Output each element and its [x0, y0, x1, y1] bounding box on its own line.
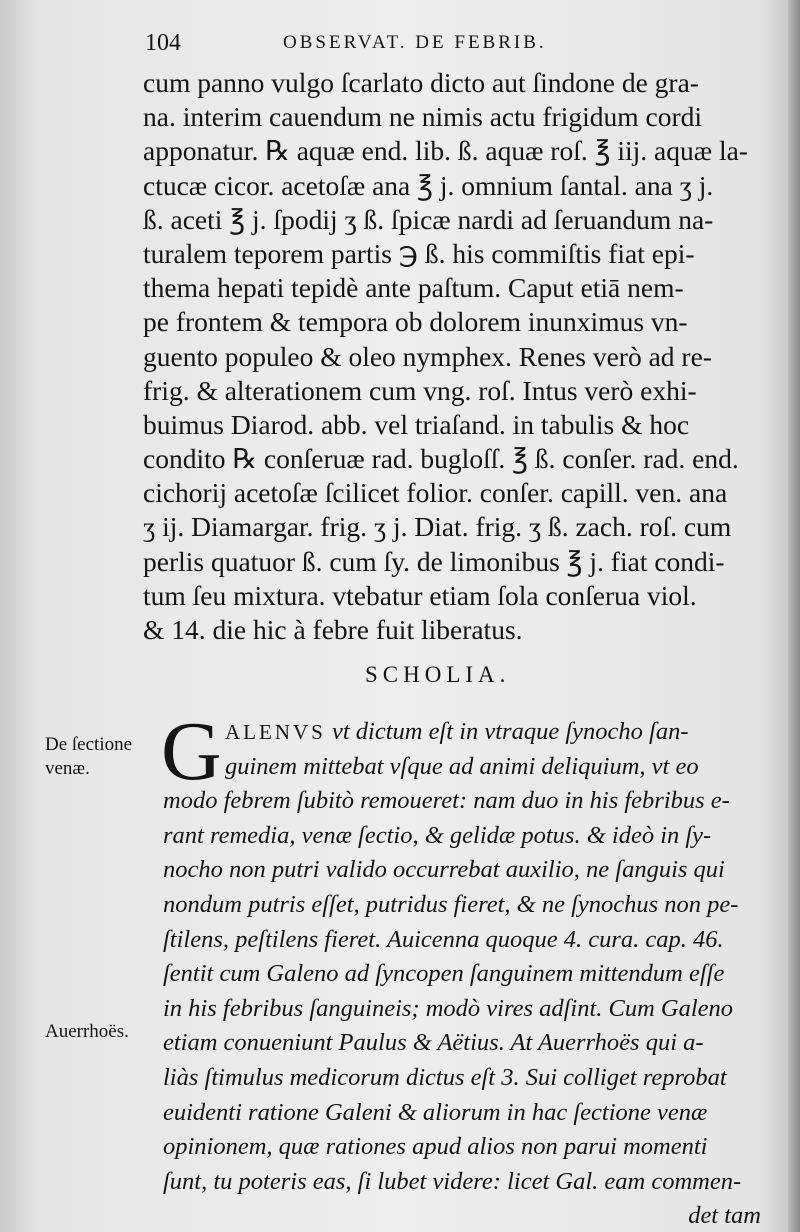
body-line: ctucæ cicor. acetoſæ ana ℥ j. omnium ſantal. ana ʒ j. [143, 169, 714, 201]
body-line: condito ℞ conſeruæ rad. bugloſſ. ℥ ß. conſer. rad. end. [143, 443, 739, 475]
page-gutter-shadow [788, 0, 800, 1232]
page-number: 104 [145, 30, 181, 56]
margin-note-auerrhoes: Auerrhoës. [45, 1021, 129, 1042]
body-line: thema hepati tepidè ante paſtum. Caput etiā nem- [143, 272, 684, 304]
scholia-line: ſentit cum Galeno ad ſyncopen ſanguinem mittendum eſſe [163, 960, 725, 988]
margin-note-venae-sectio [45, 733, 132, 781]
body-line: guento populeo & oleo nymphex. Renes verò ad re- [143, 340, 712, 372]
body-line: & 14. die hic à febre fuit liberatus. [143, 614, 523, 645]
body-line: na. interim cauendum ne nimis actu frigidum cordi [143, 101, 703, 133]
scholia-line: euidenti ratione Galeni & aliorum in hac ſectione venæ [163, 1098, 708, 1126]
scholia-line: in his febribus ſanguineis; modò vires adſint. Cum Galeno [163, 994, 734, 1022]
scholia-line: nondum putris eſſet, putridus fieret, & ne ſynochus non pe- [163, 890, 739, 918]
scholia-line: ſunt, tu poteris eas, ſi lubet videre: licet Gal. eam commen- [163, 1167, 742, 1195]
page-header [145, 30, 745, 70]
catchword: det tam [688, 1202, 761, 1230]
scholia-line: rant remedia, venæ ſectio, & gelidæ potus. & ideò in ſy- [163, 821, 712, 849]
body-line: ß. aceti ℥ j. ſpodij ʒ ß. ſpicæ nardi ad ſeruandum na- [143, 203, 714, 235]
body-line: tum ſeu mixtura. vtebatur etiam ſola conſerua viol. [143, 579, 697, 611]
scholia-line: opinionem, quæ rationes apud alios non parui momenti [163, 1133, 708, 1161]
body-line: buimus Diarod. abb. vel triaſand. in tabulis & hoc [143, 408, 690, 440]
body-line: frig. & alterationem cum vng. roſ. Intus verò exhi- [143, 374, 697, 406]
scholia-first-line-text: vt dictum eſt in vtraque ſynocho ſan- [325, 718, 689, 745]
scholia-first-word: ALENVS [225, 720, 326, 744]
section-heading: SCHOLIA. [365, 662, 511, 687]
body-line: perlis quatuor ß. cum ſy. de limonibus ℥ j. fiat condi- [143, 545, 725, 577]
body-line: cum panno vulgo ſcarlato dicto aut ſindone de gra- [143, 67, 699, 98]
body-line: ʒ ij. Diamargar. frig. ʒ j. Diat. frig. ʒ ß. zach. roſ. cum [143, 511, 732, 543]
body-line: cichorij acetoſæ ſcilicet folior. conſer. capill. ven. ana [143, 477, 728, 509]
body-text [143, 66, 763, 647]
body-line: turalem teporem partis ℈ ß. his commiſtis fiat epi- [143, 237, 695, 269]
scholia-line: etiam conueniunt Paulus & Aëtius. At Auerrhoës qui a- [163, 1029, 704, 1057]
scholia-line: nocho non putri valido occurrebat auxilio, ne ſanguis qui [163, 856, 725, 884]
scholia-text [161, 705, 763, 1232]
scholia-line: ſtilens, peſtilens fieret. Auicenna quoque 4. cura. cap. 46. [163, 925, 724, 953]
body-line: apponatur. ℞ aquæ end. lib. ß. aquæ roſ. ℥ iij. aquæ la- [143, 135, 748, 167]
margin-note-line: De ſectione [45, 734, 133, 755]
margin-note-line: venæ. [45, 758, 90, 779]
scholia-first-line [163, 715, 763, 750]
body-line: pe frontem & tempora ob dolorem inunximus vn- [143, 306, 688, 338]
running-head: OBSERVAT. DE FEBRIB. [283, 32, 547, 53]
scholia-line: liàs ſtimulus medicorum dictus eſt 3. Sui colliget reprobat [163, 1063, 727, 1091]
drop-cap: G [161, 705, 222, 798]
scholia-line: guinem mittebat vſque ad animi deliquium, vt eo [225, 752, 699, 780]
scholia-line: modo febrem ſubitò remoueret: nam duo in his febribus e- [163, 787, 730, 815]
